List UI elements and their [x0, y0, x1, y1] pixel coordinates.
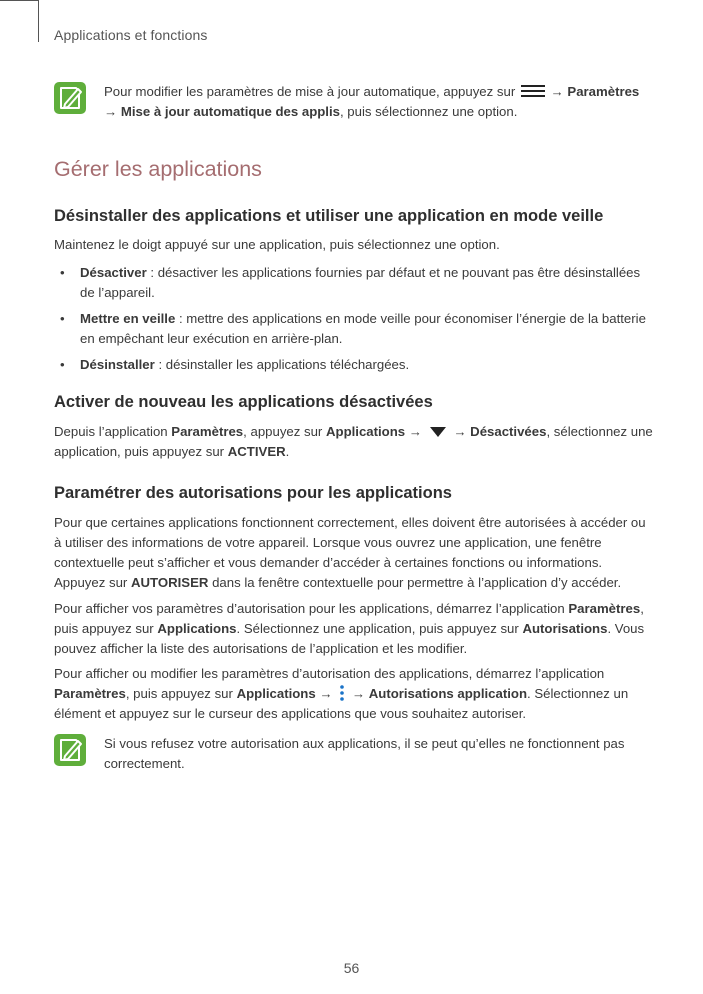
header-rule-vertical	[38, 0, 39, 42]
menu-path-parametres: Paramètres	[567, 84, 640, 99]
header-rule-horizontal	[0, 0, 38, 1]
section2-heading: Activer de nouveau les applications désactivées	[54, 393, 433, 411]
section2-body: Depuis l’application Paramètres, appuyez sur Applications → → Désactivées, sélectionnez une application, puis appuyez sur ACTIVER.	[54, 424, 653, 459]
list-item: • Désactiver : désactiver les applications fournies par défaut et ne pouvant pas être désinstallées de l’appareil.	[60, 265, 641, 300]
section3-paragraph-3: Pour afficher ou modifier les paramètres d’autorisation des applications, démarrez l’application Paramètres, puis appuyez sur Applications → → Autorisations application. Sélectionnez un élément et appuyez sur le curseur des applications que vous souhaitez autoriser.	[54, 666, 629, 721]
section1-bullets	[54, 263, 654, 381]
section1-intro: Maintenez le doigt appuyé sur une application, puis sélectionnez une option.	[54, 237, 500, 252]
section3-paragraph-2: Pour afficher vos paramètres d’autorisation pour les applications, démarrez l’application Paramètres, puis appuyez sur Applications. Sélectionnez une application, puis appuyez sur Autorisations. Vous pouvez afficher la liste des autorisations de l’application et les modifier.	[54, 601, 645, 656]
hamburger-menu-icon	[521, 85, 545, 97]
section-header: Applications et fonctions	[54, 27, 208, 43]
note-bottom-text: Si vous refusez votre autorisation aux applications, il se peut qu’elles ne fonctionnent pas correctement.	[104, 736, 625, 771]
note-top-text: Pour modifier les paramètres de mise à jour automatique, appuyez sur → Paramètres → Mise à jour automatique des applis, puis sélectionnez une option.	[104, 84, 640, 119]
dropdown-triangle-icon	[430, 427, 446, 437]
note-pencil-icon	[54, 734, 86, 766]
section3-heading: Paramétrer des autorisations pour les applications	[54, 484, 452, 502]
section3-paragraph-1: Pour que certaines applications fonctionnent correctement, elles doivent être autorisées à accéder ou à utiliser des informations de votre appareil. Lorsque vous ouvrez une application, une fenêtre contextuelle peut s’afficher et vous demander d’accéder à certaines fonctions ou informations. Appuyez sur AUTORISER dans la fenêtre contextuelle pour permettre à l’application d’y accéder.	[54, 515, 646, 590]
page-number: 56	[343, 960, 360, 976]
note-bottom	[54, 734, 654, 779]
page-title: Gérer les applications	[54, 157, 262, 181]
menu-path-mise-a-jour: Mise à jour automatique des applis	[120, 104, 340, 119]
list-item: • Mettre en veille : mettre des applications en mode veille pour économiser l’énergie de la batterie en empêchant leur exécution en arrière-plan.	[60, 311, 646, 346]
more-options-icon	[339, 684, 345, 702]
note-pencil-icon	[54, 82, 86, 114]
list-item: • Désinstaller : désinstaller les applications téléchargées.	[60, 357, 410, 372]
section1-heading: Désinstaller des applications et utiliser une application en mode veille	[54, 207, 604, 225]
note-top	[54, 82, 654, 127]
